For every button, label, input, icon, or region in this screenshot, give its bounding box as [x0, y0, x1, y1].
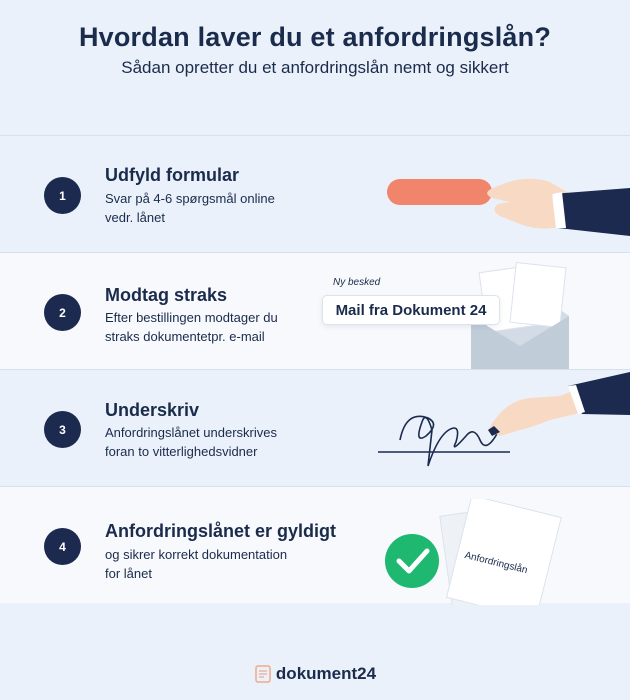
step-description: Svar på 4-6 spørgsmål online vedr. lånet — [105, 191, 275, 225]
footer — [0, 664, 630, 684]
document-logo-icon — [254, 664, 272, 684]
step-number: 3 — [44, 411, 81, 448]
step-3 — [0, 369, 630, 486]
new-message-label: Ny besked — [333, 277, 381, 288]
header — [0, 0, 630, 145]
step-number: 2 — [44, 294, 81, 331]
step-2 — [0, 252, 630, 369]
signature-hand-icon — [370, 370, 630, 487]
step-title: Underskriv — [105, 400, 200, 420]
step-title: Modtag straks — [105, 285, 228, 305]
step-description: Anfordringslånet underskrives foran to vitterlighedsvidner — [105, 425, 277, 459]
step-1 — [0, 135, 630, 252]
step-description: Efter bestillingen modtager du straks dokumentetpr. e-mail — [105, 310, 278, 344]
pointing-hand-button-icon — [380, 166, 630, 251]
step-4 — [0, 486, 630, 603]
step-number: 1 — [44, 177, 81, 214]
document-check-icon — [380, 499, 580, 605]
mail-notification: Mail fra Dokument 24 — [322, 295, 500, 325]
step-description: og sikrer korrekt dokumentation for lånet — [105, 547, 288, 581]
page-title: Hvordan laver du et anfordringslån? — [78, 22, 552, 52]
step-number: 4 — [44, 528, 81, 565]
document-title: Anfordringslån — [463, 550, 529, 577]
brand-logo[interactable]: dokument24 — [275, 664, 377, 683]
step-title: Udfyld formular — [105, 165, 240, 185]
page-subtitle: Sådan opretter du et anfordringslån nemt og sikkert — [121, 58, 509, 77]
step-title: Anfordringslånet er gyldigt — [105, 521, 337, 541]
